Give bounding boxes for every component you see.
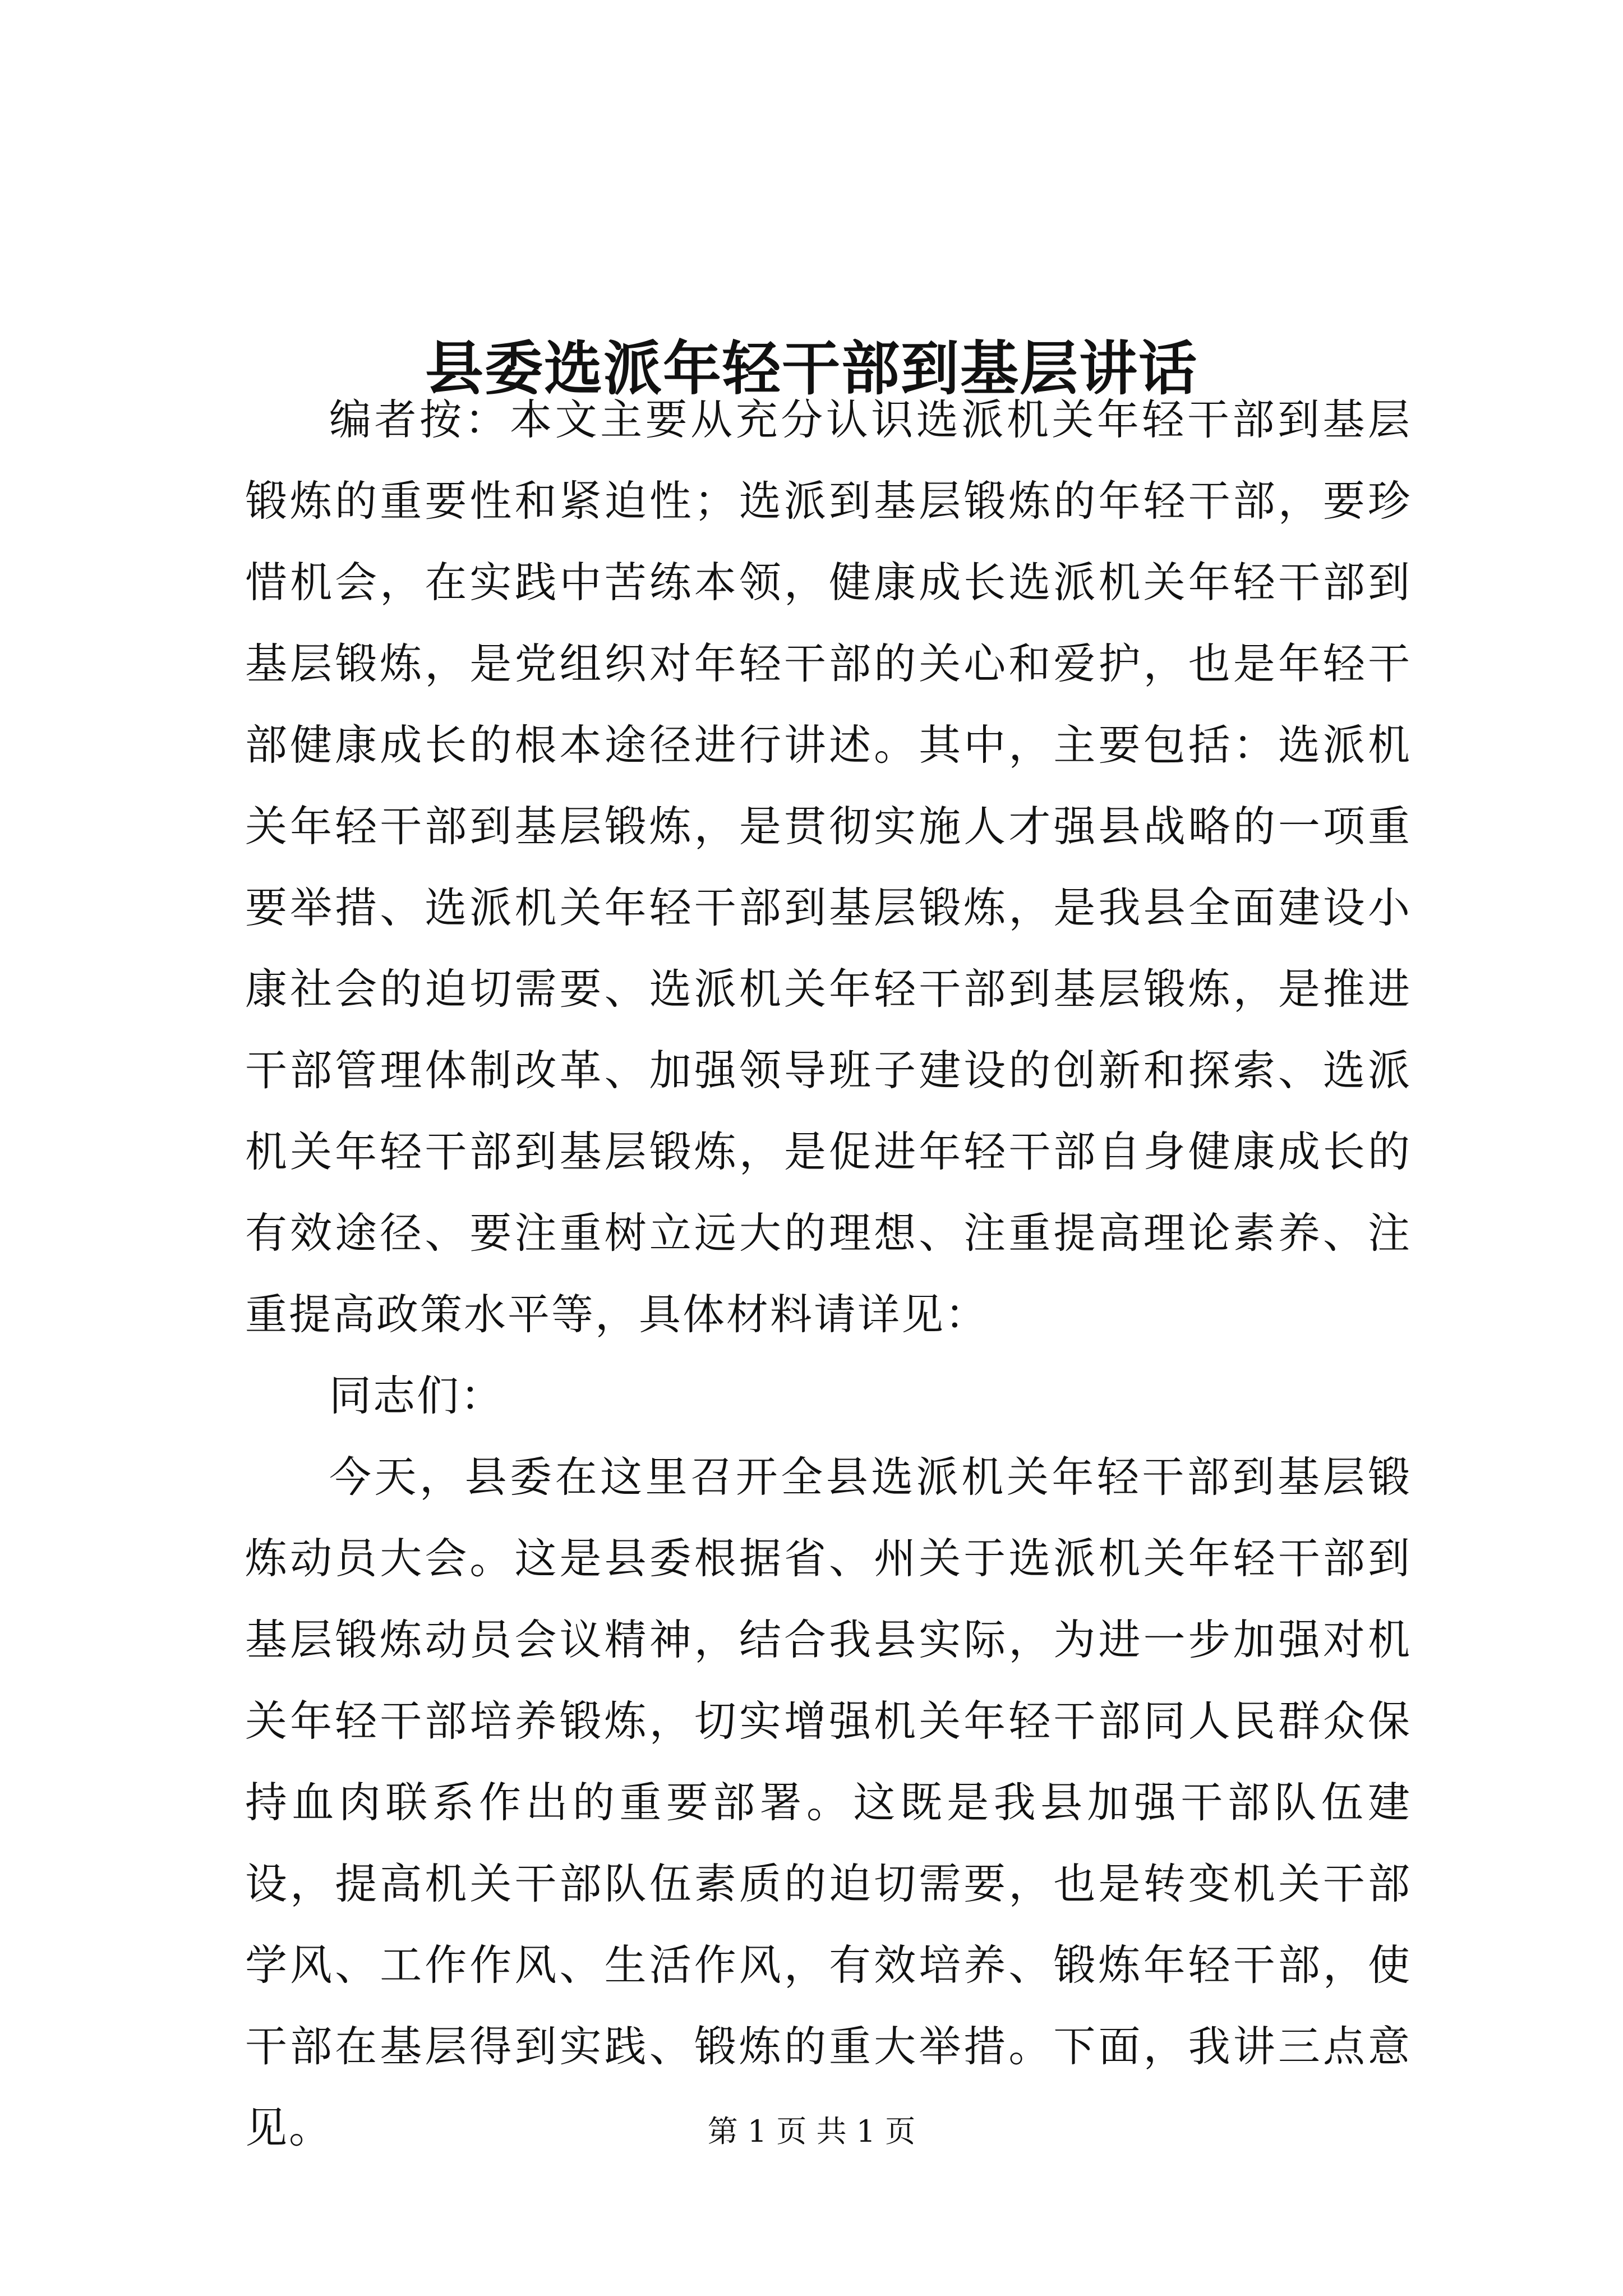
document-body bbox=[245, 379, 1412, 2169]
page-title: 县委选派年轻干部到基层讲话 bbox=[425, 333, 1198, 403]
salutation-paragraph: 同志们： bbox=[329, 1371, 505, 1420]
page-footer: 第 1 页 共 1 页 bbox=[707, 2114, 916, 2149]
speech-paragraph: 今天，县委在这里召开全县选派机关年轻干部到基层锻炼动员大会。这是县委根据省、州关于选派机关年轻干部到基层锻炼动员会议精神，结合我县实际，为进一步加强对机关年轻干部培养锻炼，切实增强机关年轻干部同人民群众保持血肉联系作出的重要部署。这既是我县加强干部队伍建设，提高机关干部队伍素质的迫切需要，也是转变机关干部学风、工作作风、生活作风，有效培养、锻炼年轻干部，使干部在基层得到实践、锻炼的重大举措。下面，我讲三点意见。 bbox=[245, 1452, 1412, 2152]
editor-note-paragraph: 编者按：本文主要从充分认识选派机关年轻干部到基层锻炼的重要性和紧迫性；选派到基层锻炼的年轻干部，要珍惜机会，在实践中苦练本领，健康成长选派机关年轻干部到基层锻炼，是党组织对年轻干部的关心和爱护，也是年轻干部健康成长的根本途径进行讲述。其中，主要包括：选派机关年轻干部到基层锻炼，是贯彻实施人才强县战略的一项重要举措、选派机关年轻干部到基层锻炼，是我县全面建设小康社会的迫切需要、选派机关年轻干部到基层锻炼，是推进干部管理体制改革、加强领导班子建设的创新和探索、选派机关年轻干部到基层锻炼，是促进年轻干部自身健康成长的有效途径、要注重树立远大的理想、注重提高理论素养、注重提高政策水平等，具体材料请详见： bbox=[245, 395, 1412, 1339]
